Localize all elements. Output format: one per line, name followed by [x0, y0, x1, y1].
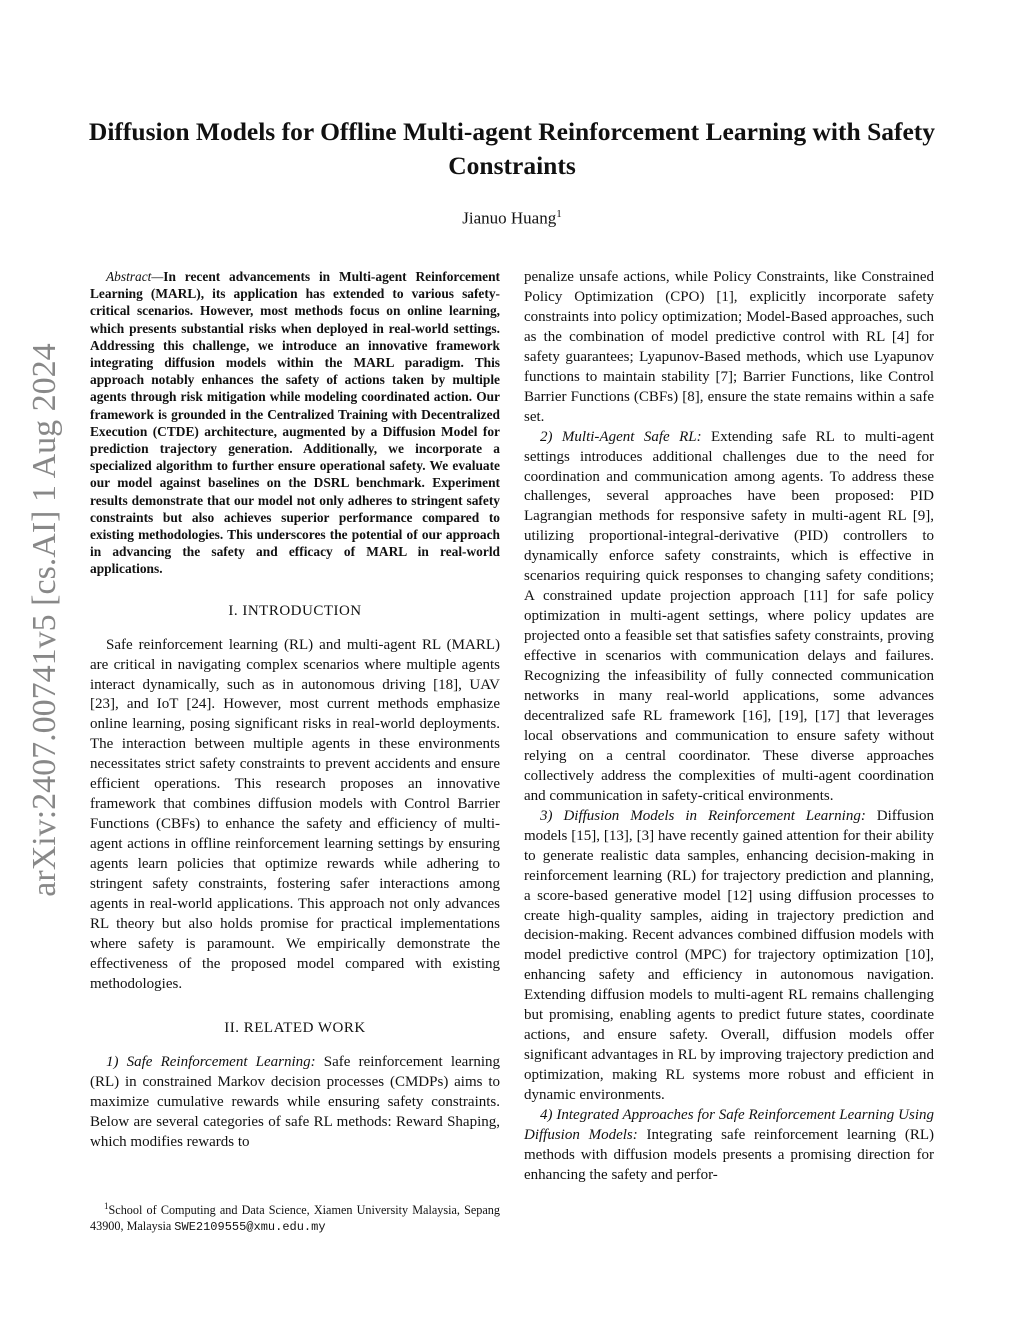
footnote — [90, 1198, 500, 1235]
arxiv-identifier: arXiv:2407.00741v5 [cs.AI] 1 Aug 2024 — [26, 343, 63, 897]
diffusion-paragraph — [524, 807, 934, 1106]
abstract — [90, 268, 500, 578]
author-line — [0, 208, 1024, 229]
diffusion-text: Diffusion models [15], [13], [3] have recently gained attention for their ability to generate realistic data samples, enhancing decision-making in reinforcement learning (RL) for trajectory prediction and planning, a score-based generative model [12] using diffusion processes to create high-quality samples, aiding in trajectory prediction and decision-making. Recent advances combined diffusion models with model predictive control (MPC) for trajectory optimization [10], enhancing safety and efficiency in autonomous navigation. Extending diffusion models to multi-agent RL remains challenging but promising, enabling agents to predict future states, coordinate actions, and ensure safety. Overall, diffusion models offer significant advantages in RL by improving trajectory prediction and optimization, making RL systems more robust and efficient in dynamic environments. — [524, 807, 934, 1104]
right-column — [524, 268, 934, 1186]
abstract-lead: Abstract— — [106, 269, 164, 284]
author-name: Jianuo Huang — [462, 208, 557, 228]
safe-rl-subheading: 1) Safe Reinforcement Learning: — [106, 1053, 316, 1070]
integrated-subheading: 4) Integrated Approaches for Safe Reinforcement Learning Using Diffusion Models: — [524, 1107, 934, 1143]
multi-agent-paragraph — [524, 428, 934, 807]
multi-agent-text: Extending safe RL to multi-agent settings introduces additional challenges due to the need for coordination and communication among agents. To address these challenges, several approaches have been proposed: PID Lagrangian methods for responsive safety in multi-agent RL [9], utilizing proportional-integral-derivative (PID) controllers to dynamically enforce safety constraints, which is effective in scenarios requiring quick responses to changing safety conditions; A constrained update projection approach [11] for safe policy optimization in multi-agent settings, where policy updates are projected onto a feasible set that satisfies safety constraints, proving effective in scenarios with communication delays and failures. Recognizing the infeasibility of fully connected communication networks in many real-world applications, some advances decentralized safe RL framework [16], [19], [17] that leverages local observations and communication to ensure safety without relying on a central coordinator. These diverse approaches collectively address the complexities of multi-agent coordination and communication in safety-critical environments. — [524, 428, 935, 804]
footnote-affiliation: School of Computing and Data Science, Xiamen University Malaysia, Sepang 43900, Malaysia — [90, 1203, 500, 1234]
left-column — [90, 268, 500, 1152]
author-affiliation-mark: 1 — [556, 208, 562, 220]
section-heading-related-work: II. RELATED WORK — [224, 1019, 366, 1036]
section-heading-introduction: I. INTRODUCTION — [228, 602, 362, 619]
abstract-text: In recent advancements in Multi-agent Reinforcement Learning (MARL), its application has extended to various safety-critical scenarios. However, most methods focus on online learning, which presents substantial risks when deployed in real-world settings. Addressing this challenge, we introduce an innovative framework integrating diffusion models within the MARL paradigm. This approach notably enhances the safety of actions taken by multiple agents through risk mitigation while modeling coordinated action. Our framework is grounded in the Centralized Training with Decentralized Execution (CTDE) architecture, augmented by a Diffusion Model for prediction trajectory generation. Additionally, we incorporate a specialized algorithm to further ensure operational safety. We evaluate our model against baselines on the DSRL benchmark. Experiment results demonstrate that our model not only adheres to stringent safety constraints but also achieves superior performance compared to existing methodologies. This underscores the potential of our approach in advancing the safety and efficacy of MARL in real-world applications. — [90, 269, 500, 577]
safe-rl-text-part-a: Safe reinforcement learning (RL) in constrained Markov decision processes (CMDPs) aims to maximize cumulative rewards while ensuring safety constraints. Below are several categories of safe RL methods: Reward Shaping, which modifies rewards to — [90, 1053, 500, 1150]
integrated-text: Integrating safe reinforcement learning (RL) methods with diffusion models presents a promising direction for enhancing the safety and perfor- — [524, 1126, 934, 1183]
intro-paragraph: Safe reinforcement learning (RL) and multi-agent RL (MARL) are critical in navigating complex scenarios where multiple agents interact dynamically, such as in autonomous driving [18], UAV [23], and IoT [24]. However, most current methods emphasize online learning, posing significant risks in real-world deployments. The interaction between multiple agents in these environments necessitates strict safety constraints to prevent accidents and ensure efficient operations. This research proposes an innovative framework that combines diffusion models with Control Barrier Functions (CBFs) to enhance the safety and efficiency of multi-agent actions in offline reinforcement learning settings by ensuring agents learn policies that optimize rewards while adhering to stringent safety constraints, fostering safer interactions among agents in real-world applications. This approach not only advances RL theory but also holds promise for practical implementations where safety is paramount. We empirically demonstrate the effectiveness of the proposed model compared with existing methodologies. — [90, 636, 500, 992]
safe-rl-text-part-b: penalize unsafe actions, while Policy Constraints, like Constrained Policy Optimization (CPO) [1], explicitly incorporate safety constraints into policy optimization; Model-Based approaches, such as the combination of model predictive control with RL [4] for safety guarantees; Lyapunov-Based methods, which use Lyapunov functions to maintain stability [7]; Barrier Functions, like Control Barrier Functions (CBFs) [8], ensure the state remains within a safe set. — [524, 269, 934, 425]
footnote-email: SWE2109555@xmu.edu.my — [174, 1220, 326, 1235]
integrated-paragraph — [524, 1106, 934, 1186]
multi-agent-subheading: 2) Multi-Agent Safe RL: — [540, 428, 702, 445]
diffusion-subheading: 3) Diffusion Models in Reinforcement Learning: — [540, 807, 866, 824]
footnote-mark: 1 — [104, 1201, 109, 1211]
safe-rl-paragraph — [90, 1053, 500, 1153]
paper-title: Diffusion Models for Offline Multi-agent Reinforcement Learning with Safety Constraints — [88, 117, 936, 180]
